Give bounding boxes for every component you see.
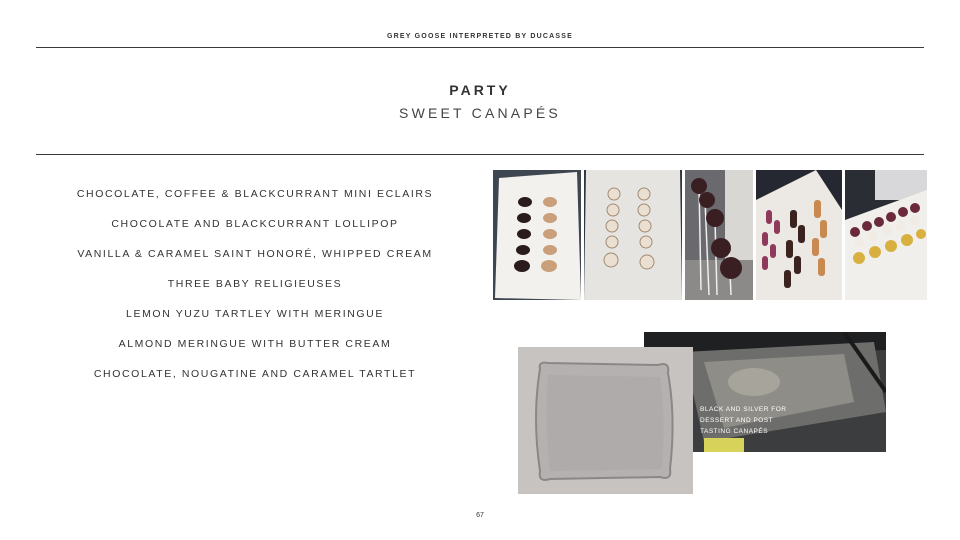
section-title: PARTY (449, 82, 511, 98)
top-divider (36, 47, 924, 48)
religieuses-photo (584, 170, 682, 300)
silver-tray-photo (518, 347, 693, 494)
page-number: 67 (476, 512, 484, 519)
saint-honore-photo (756, 170, 842, 300)
menu-item: CHOCOLATE, NOUGATINE AND CARAMEL TARTLET (93, 368, 417, 380)
menu-item: CHOCOLATE AND BLACKCURRANT LOLLIPOP (111, 218, 399, 230)
lollipops-photo (685, 170, 753, 300)
middle-divider (36, 154, 924, 155)
menu-item: CHOCOLATE, COFFEE & BLACKCURRANT MINI ECLAIRS (76, 188, 434, 200)
menu-item: LEMON YUZU TARTLEY WITH MERINGUE (126, 308, 384, 320)
eclairs-photo (493, 170, 581, 300)
menu-item: VANILLA & CARAMEL SAINT HONORÉ, WHIPPED CREAM (77, 248, 433, 260)
caption-line: BLACK AND SILVER FOR (700, 406, 787, 413)
section-subtitle: SWEET CANAPÉS (399, 105, 561, 121)
caption-line: DESSERT AND POST (700, 417, 774, 424)
menu-item: ALMOND MERINGUE WITH BUTTER CREAM (118, 338, 392, 350)
canape-menu-list (60, 186, 450, 396)
tray-caption (700, 404, 820, 437)
brand-line: GREY GOOSE INTERPRETED BY DUCASSE (387, 33, 573, 40)
tartlets-photo (845, 170, 927, 300)
menu-item: THREE BABY RELIGIEUSES (167, 278, 343, 290)
caption-line: TASTING CANAPÉS (700, 428, 769, 435)
